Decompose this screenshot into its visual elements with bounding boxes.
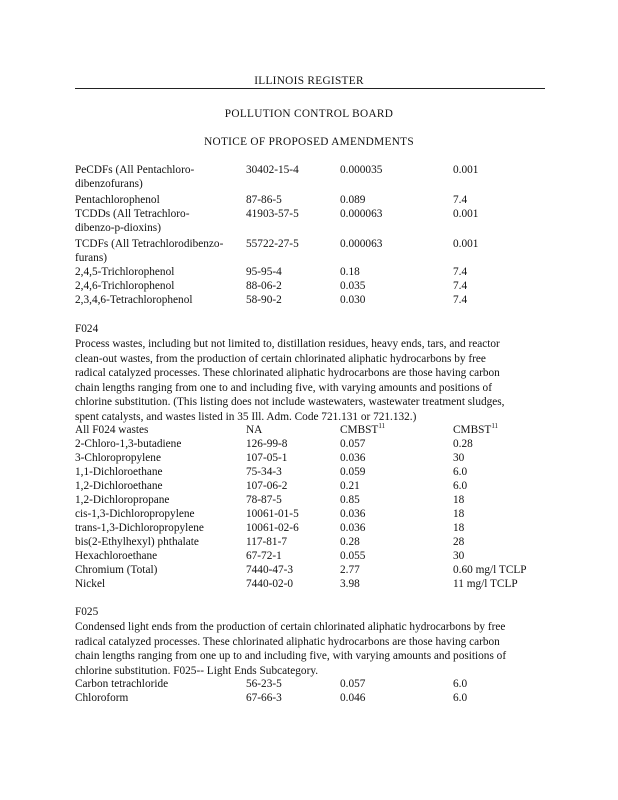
table-row-cont [75, 222, 545, 235]
table-row [75, 692, 545, 705]
cas-number: 41903-57-5 [246, 208, 299, 220]
description-line: spent catalysts, and wastes listed in 35 Ill. Adm. Code 721.131 or 721.132.) [75, 410, 417, 423]
description-line: Process wastes, including but not limited to, distillation residues, heavy ends, tars, and reactor [75, 338, 500, 350]
wastewater-value: 0.18 [340, 266, 360, 278]
cas-number: 7440-47-3 [246, 564, 294, 576]
wastewater-value: 0.046 [340, 692, 366, 704]
table-row [75, 208, 545, 221]
constituent-name: 2,3,4,6-Tetrachlorophenol [75, 294, 193, 306]
nonwastewater-value: 6.0 [453, 692, 468, 704]
nonwastewater-value: 0.28 [453, 438, 473, 450]
cas-number: 10061-01-5 [246, 508, 299, 520]
constituent-name: PeCDFs (All Pentachloro- [75, 164, 195, 176]
wastewater-value: 0.030 [340, 294, 366, 306]
description-line: chain lengths ranging from one to and including five, with varying amounts and positions of [75, 381, 492, 394]
board-title: POLLUTION CONTROL BOARD [224, 108, 394, 120]
table-row [75, 164, 545, 177]
constituent-name: 2-Chloro-1,3-butadiene [75, 438, 182, 450]
description-line: radical catalyzed processes. These chlorinated aliphatic hydrocarbons are those having carbon [75, 367, 500, 379]
constituent-name: cis-1,3-Dichloropropylene [75, 508, 195, 520]
nonwastewater-value: 30 [453, 550, 465, 562]
waste-group-label: All F024 wastes [75, 424, 149, 436]
nonwastewater-value: 18 [453, 494, 465, 506]
constituent-name: 2,4,6-Trichlorophenol [75, 280, 175, 292]
table-row [75, 294, 545, 307]
nonwastewater-header [453, 424, 498, 436]
f025-description [75, 620, 550, 678]
constituent-name: Pentachlorophenol [75, 194, 160, 206]
table-row [75, 508, 545, 521]
nonwastewater-value: 0.60 mg/l TCLP [453, 564, 527, 576]
wastewater-value: 0.000063 [340, 208, 383, 220]
wastewater-value: 0.035 [340, 280, 366, 292]
wastewater-header-text: CMBST [340, 424, 379, 436]
wastewater-value: 0.055 [340, 550, 366, 562]
cas-header: NA [246, 424, 263, 436]
nonwastewater-value: 28 [453, 536, 465, 548]
wastewater-value: 0.000063 [340, 238, 383, 250]
description-line: clean-out wastes, from the production of certain chlorinated aliphatic hydrocarbons by free [75, 352, 486, 365]
wastewater-value: 0.21 [340, 480, 360, 492]
f024-column-header [75, 424, 545, 437]
nonwastewater-value: 30 [453, 452, 465, 464]
table-row [75, 280, 545, 293]
constituent-name: bis(2-Ethylhexyl) phthalate [75, 536, 199, 548]
nonwastewater-header-text: CMBST [453, 424, 492, 436]
wastewater-value: 0.036 [340, 508, 366, 520]
constituent-name-cont: dibenzo-p-dioxins) [75, 222, 161, 234]
cas-number: 88-06-2 [246, 280, 282, 292]
wastewater-value: 0.000035 [340, 164, 383, 176]
cas-number: 107-06-2 [246, 480, 288, 492]
description-line: chain lengths ranging from one up to and including five, with varying amounts and positions of [75, 650, 507, 662]
f025-heading: F025 [75, 606, 99, 618]
nonwastewater-value: 11 mg/l TCLP [453, 578, 518, 590]
table-row [75, 438, 545, 451]
wastewater-value: 0.036 [340, 452, 366, 464]
description-line: chlorine substitution. (This listing does not include wastewaters, wastewater treatment sludges, [75, 396, 505, 408]
table-row [75, 564, 545, 577]
cas-number: 67-72-1 [246, 550, 282, 562]
f024-description [75, 337, 550, 424]
wastewater-value: 0.059 [340, 466, 366, 478]
wastewater-value: 0.28 [340, 536, 360, 548]
cas-number: 55722-27-5 [246, 238, 299, 250]
table-row [75, 550, 545, 563]
nonwastewater-value: 6.0 [453, 480, 468, 492]
table-row [75, 480, 545, 493]
table-row [75, 466, 545, 479]
nonwastewater-value: 0.001 [453, 164, 479, 176]
register-title: ILLINOIS REGISTER [254, 75, 364, 87]
table-row [75, 194, 545, 207]
nonwastewater-value: 7.4 [453, 194, 468, 206]
description-line: chlorine substitution. F025-- Light Ends Subcategory. [75, 664, 319, 677]
cas-number: 30402-15-4 [246, 164, 299, 176]
constituent-name: 1,1-Dichloroethane [75, 466, 163, 478]
constituent-name: 3-Chloropropylene [75, 452, 161, 464]
constituent-name: Carbon tetrachloride [75, 678, 169, 690]
table-row-cont [75, 252, 545, 265]
footnote-ref: 11 [378, 422, 386, 431]
nonwastewater-value: 7.4 [453, 294, 468, 306]
wastewater-header [340, 424, 385, 436]
table-row [75, 494, 545, 507]
nonwastewater-value: 7.4 [453, 266, 468, 278]
constituent-name: trans-1,3-Dichloropropylene [75, 522, 204, 534]
wastewater-value: 3.98 [340, 578, 360, 590]
cas-number: 67-66-3 [246, 692, 282, 704]
nonwastewater-value: 7.4 [453, 280, 468, 292]
wastewater-value: 0.85 [340, 494, 360, 506]
constituent-name-cont: dibenzofurans) [75, 178, 143, 190]
nonwastewater-value: 6.0 [453, 678, 468, 690]
nonwastewater-value: 18 [453, 508, 465, 520]
notice-title: NOTICE OF PROPOSED AMENDMENTS [204, 136, 414, 148]
description-line: radical catalyzed processes. These chlorinated aliphatic hydrocarbons are those having carbon [75, 635, 500, 648]
cas-number: 117-81-7 [246, 536, 287, 548]
f024-heading: F024 [75, 323, 99, 335]
description-line: Condensed light ends from the production of certain chlorinated aliphatic hydrocarbons by free [75, 621, 506, 633]
table-row [75, 522, 545, 535]
cas-number: 58-90-2 [246, 294, 282, 306]
nonwastewater-value: 18 [453, 522, 465, 534]
nonwastewater-value: 0.001 [453, 208, 479, 220]
cas-number: 56-23-5 [246, 678, 282, 690]
constituent-name: 1,2-Dichloroethane [75, 480, 163, 492]
table-row [75, 238, 545, 251]
constituent-name-cont: furans) [75, 252, 107, 264]
table-row [75, 678, 545, 691]
cas-number: 87-86-5 [246, 194, 282, 206]
cas-number: 107-05-1 [246, 452, 288, 464]
cas-number: 95-95-4 [246, 266, 282, 278]
cas-number: 126-99-8 [246, 438, 288, 450]
nonwastewater-value: 6.0 [453, 466, 468, 478]
table-row [75, 452, 545, 465]
wastewater-value: 0.036 [340, 522, 366, 534]
constituent-name: 2,4,5-Trichlorophenol [75, 266, 175, 278]
footnote-ref: 11 [491, 422, 499, 431]
table-row [75, 536, 545, 549]
header-rule [75, 88, 545, 89]
table-row-cont [75, 178, 545, 191]
wastewater-value: 2.77 [340, 564, 360, 576]
constituent-name: Hexachloroethane [75, 550, 158, 562]
nonwastewater-value: 0.001 [453, 238, 479, 250]
cas-number: 78-87-5 [246, 494, 282, 506]
constituent-name: Nickel [75, 578, 106, 590]
constituent-name: Chloroform [75, 692, 129, 704]
cas-number: 7440-02-0 [246, 578, 294, 590]
constituent-name: TCDDs (All Tetrachloro- [75, 208, 190, 220]
wastewater-value: 0.057 [340, 438, 366, 450]
table-row [75, 266, 545, 279]
constituent-name: TCDFs (All Tetrachlorodibenzo- [75, 238, 224, 250]
cas-number: 10061-02-6 [246, 522, 299, 534]
wastewater-value: 0.057 [340, 678, 366, 690]
constituent-name: Chromium (Total) [75, 564, 158, 576]
wastewater-value: 0.089 [340, 194, 366, 206]
cas-number: 75-34-3 [246, 466, 282, 478]
table-row [75, 578, 545, 591]
constituent-name: 1,2-Dichloropropane [75, 494, 170, 506]
